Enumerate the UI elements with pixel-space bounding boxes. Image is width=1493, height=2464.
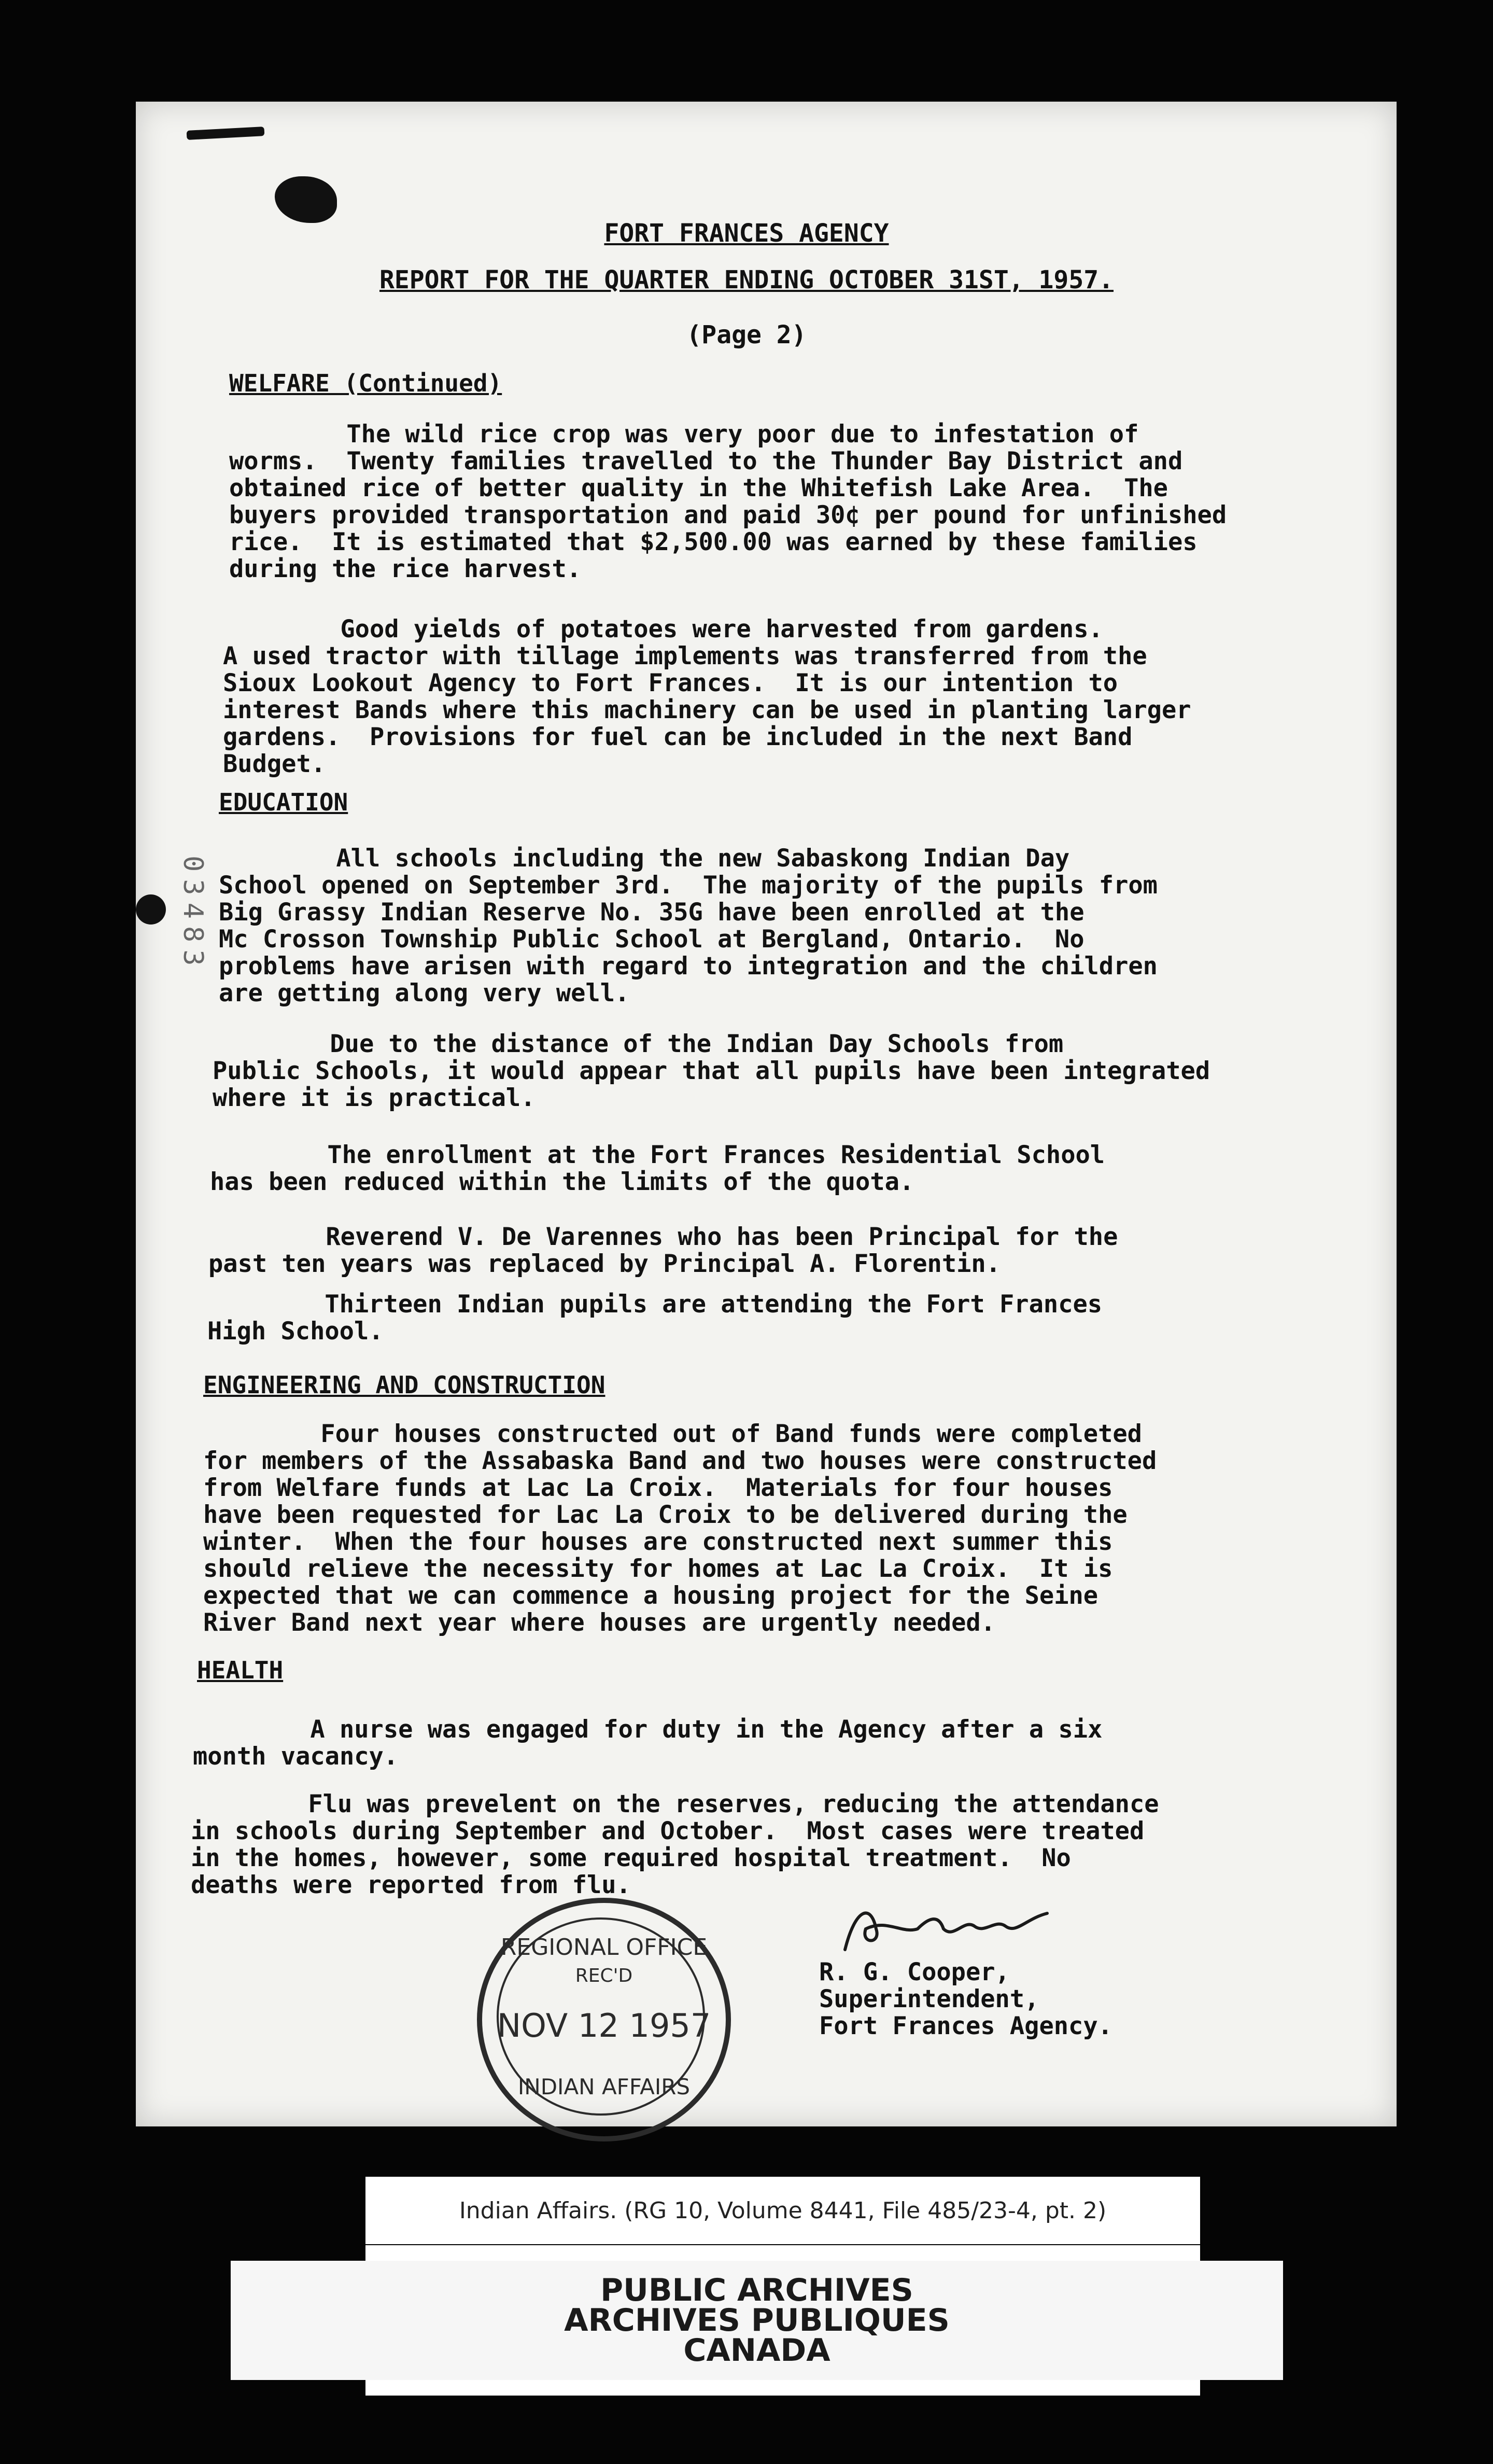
education-paragraph: All schools including the new Sabaskong Indian Day School opened on September 3rd. The majority of the pupils from Big Grassy Indian Reserve No. 35G have been enrolled at the Mc Crosson Township Public School at Bergland, Ontario. No problems have arisen with regard to integration and the children are getting along very well. bbox=[219, 844, 1158, 1007]
stamp-recd-text: REC'D bbox=[575, 1965, 633, 1986]
signature-title: Superintendent, bbox=[819, 1985, 1039, 2013]
education-paragraph: Due to the distance of the Indian Day Schools from Public Schools, it would appear that all pupils have been integrated where it is practical. bbox=[213, 1030, 1210, 1112]
health-paragraph: Flu was prevelent on the reserves, reducing the attendance in schools during September and October. Most cases were treated in the homes, however, some required hospital treatment. No deaths were reported from flu. bbox=[191, 1790, 1159, 1899]
signature-name: R. G. Cooper, bbox=[819, 1958, 1010, 1986]
punch-hole bbox=[136, 894, 166, 925]
section-heading-health: HEALTH bbox=[197, 1656, 284, 1684]
received-stamp bbox=[477, 1898, 731, 2141]
report-title: REPORT FOR THE QUARTER ENDING OCTOBER 31ST, 1957. bbox=[379, 265, 1114, 295]
education-paragraph: Reverend V. De Varennes who has been Principal for the past ten years was replaced by Principal A. Florentin. bbox=[208, 1223, 1118, 1278]
agency-title: FORT FRANCES AGENCY bbox=[604, 219, 889, 248]
stamp-date: NOV 12 1957 bbox=[497, 2007, 711, 2045]
archive-caption: Indian Affairs. (RG 10, Volume 8441, File 485/23-4, pt. 2) bbox=[365, 2177, 1200, 2244]
archive-line: PUBLIC ARCHIVES bbox=[600, 2272, 913, 2308]
welfare-paragraph: Good yields of potatoes were harvested from gardens. A used tractor with tillage implements was transferred from the Sioux Lookout Agency to Fort Frances. It is our intention to interest Bands where this machinery can be used in planting larger gardens. Provisions for fuel can be included in the next Band Budget. bbox=[223, 615, 1191, 778]
archive-line: ARCHIVES PUBLIQUES bbox=[564, 2302, 950, 2339]
side-number: 03483 bbox=[177, 856, 208, 973]
archive-label bbox=[231, 2261, 1283, 2380]
stamp-bottom-text: INDIAN AFFAIRS bbox=[517, 2074, 691, 2099]
education-paragraph: The enrollment at the Fort Frances Residential School has been reduced within the limits of the quota. bbox=[210, 1141, 1105, 1196]
archive-line: CANADA bbox=[683, 2332, 830, 2369]
welfare-paragraph: The wild rice crop was very poor due to infestation of worms. Twenty families travelled to the Thunder Bay District and obtained rice of better quality in the Whitefish Lake Area. The buyers provided transportation and paid 30¢ per pound for unfinished rice. It is estimated that $2,500.00 was earned by these families during the rice harvest. bbox=[229, 420, 1227, 583]
health-paragraph: A nurse was engaged for duty in the Agency after a six month vacancy. bbox=[193, 1715, 1103, 1771]
signature-office: Fort Frances Agency. bbox=[819, 2012, 1112, 2040]
stamp-top-text: REGIONAL OFFICE bbox=[500, 1934, 708, 1961]
engineering-paragraph: Four houses constructed out of Band funds were completed for members of the Assabaska Band and two houses were constructed from Welfare funds at Lac La Croix. Materials for four houses have been requested for Lac La Croix to be delivered during the winter. When the four houses are constructed next summer this should relieve the necessity for homes at Lac La Croix. It is expected that we can commence a housing project for the Seine River Band next year where houses are urgently needed. bbox=[203, 1420, 1157, 1637]
section-heading-engineering: ENGINEERING AND CONSTRUCTION bbox=[203, 1371, 605, 1399]
section-heading-welfare: WELFARE (Continued) bbox=[229, 369, 502, 397]
page-label: (Page 2) bbox=[686, 320, 807, 349]
section-heading-education: EDUCATION bbox=[219, 788, 348, 816]
education-paragraph: Thirteen Indian pupils are attending the Fort Frances High School. bbox=[207, 1290, 1103, 1346]
handwritten-signature bbox=[840, 1898, 1058, 1960]
